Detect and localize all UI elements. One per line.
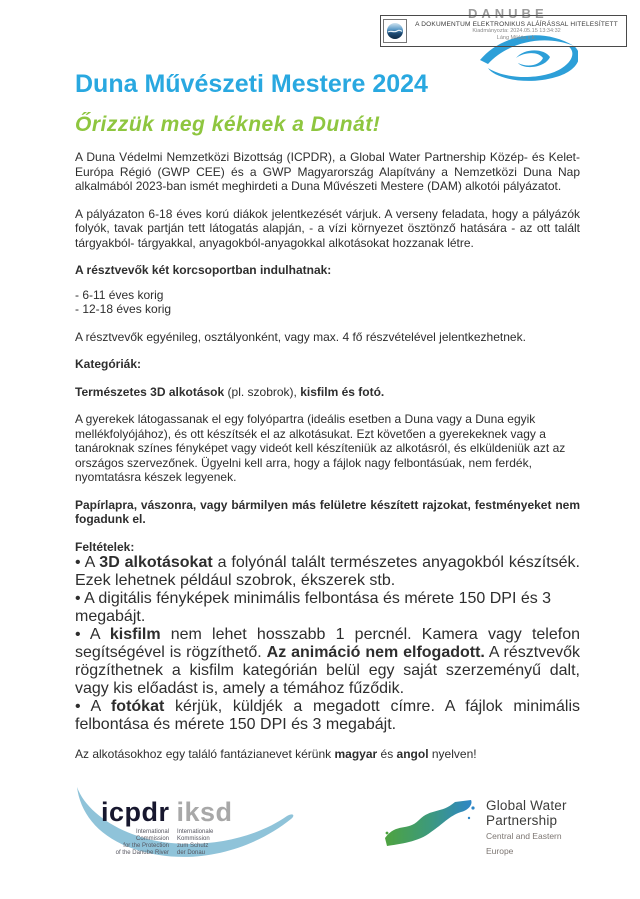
icpdr-wordmark	[101, 797, 233, 828]
closing-line	[75, 747, 580, 762]
closing-bold: angol	[396, 747, 429, 761]
tagline-line: zum Schutz	[177, 843, 209, 849]
footer	[0, 780, 640, 880]
age-groups-heading: A résztvevők két korcsoportban indulhatnak:	[75, 263, 332, 277]
condition-item-photo-res: • A digitális fényképek minimális felbontása és mérete 150 DPI és 3 megabájt.	[75, 590, 552, 625]
tagline-line: of the Danube River	[115, 850, 169, 856]
gwp-wordmark	[486, 798, 588, 859]
page-subtitle: Őrizzük meg kéknek a Dunát!	[75, 113, 381, 136]
bullet-text: • A	[75, 554, 100, 571]
categories-line	[75, 385, 580, 400]
condition-item-photos	[75, 698, 580, 734]
stamp-heading: A DOKUMENTUM ELEKTRONIKUS ALÁÍRÁSSAL HITELESÍTETT	[415, 20, 618, 28]
category-note: (pl. szobrok),	[224, 384, 301, 399]
icpdr-tagline-de	[177, 829, 213, 857]
tagline-line: International	[135, 829, 169, 835]
tagline-line: Internationale	[177, 829, 214, 835]
gwp-line1: Global Water	[486, 797, 567, 813]
bullet-text: A résztvevők rögzíthetnek a kisfilm kategórián belül egy saját szerzeményű dalt, vagy kis előadást is, amely a témához fűződik.	[75, 644, 581, 697]
conditions-heading: Feltételek:	[75, 539, 135, 554]
closing-text: és	[377, 747, 397, 761]
bullet-bold: Az animáció nem elfogadott.	[266, 644, 485, 661]
bullet-text: nem lehet hosszabb 1 percnél. Kamera vagy telefon segítségével is rögzíthető.	[75, 626, 580, 661]
bullet-text: kérjük, küldjék a megadott címre. A fájlok minimális felbontása és mérete 150 DPI és 3 megabájt.	[75, 698, 580, 733]
bullet-text: • A	[75, 626, 110, 643]
tagline-line: for the Protection	[123, 843, 169, 849]
gwp-line3: Central and Eastern Europe	[486, 830, 562, 856]
gwp-line2: Partnership	[486, 812, 558, 828]
tagline-line: der Donau	[177, 850, 206, 856]
intro-paragraph-1: A Duna Védelmi Nemzetközi Bizottság (ICPDR), a Global Water Partnership Közép- és Kelet-Európa Régió (GWP CEE) és a GWP Magyarország Alapítvány a Nemzetközi Duna Nap alkalmából 2023-ban ismét meghirdeti a Duna Művészeti Mestere (DAM) alkotói pályázatot.	[75, 150, 580, 193]
bullet-bold: fotókat	[110, 698, 165, 715]
page-title: Duna Művészeti Mestere 2024	[75, 70, 428, 98]
tagline-line: Commission	[135, 836, 169, 842]
gwp-logo	[383, 797, 588, 859]
icpdr-logo	[73, 785, 298, 867]
category-film-photo: kisfilm és fotó.	[300, 384, 385, 399]
bullet-text: • A	[75, 698, 111, 715]
participation-note: A résztvevők egyénileg, osztályonként, vagy max. 4 fő részvételével jelentkezhetnek.	[75, 329, 526, 344]
intro-paragraph-2: A pályázaton 6-18 éves korú diákok jelentkezését várjuk. A verseny feladata, hogy a pályázók folyók, tavak partján tett látogatás alapján, - a vízi környezet ösztönző hatására - az ott talált tárgyakból- tárgyakkal, anyagokból-anyagokkal alkotásokat hozzanak létre.	[75, 206, 580, 250]
bullet-text: a folyónál talált természetes anyagokból készítsék. Ezek lehetnek például szobrok, ékszerek stb.	[75, 554, 580, 589]
icpdr-taglines	[103, 829, 213, 857]
age-groups-list	[75, 288, 580, 317]
no-paper-paragraph: Papírlapra, vászonra, vagy bármilyen más felületre készített rajzokat, festményeket nem fogadunk el.	[75, 497, 580, 526]
condition-item-film	[75, 626, 580, 698]
tagline-line: Kommission	[177, 836, 210, 842]
age-group-item: - 6-11 éves korig	[75, 287, 164, 302]
closing-text: Az alkotásokhoz egy találó fantázianevet kérünk	[75, 747, 335, 761]
conditions-list	[75, 554, 580, 734]
category-3d: Természetes 3D alkotások	[75, 384, 225, 399]
stamp-date: Kiadmányozta: 2024.05.15 13:34:32	[472, 28, 561, 35]
stamp-signer: Láng Miklós s.k.	[496, 34, 537, 41]
electronic-signature-stamp	[380, 15, 627, 47]
gwp-brushstroke-icon	[383, 798, 478, 858]
danube-watermark-text: DANUBE	[468, 6, 548, 21]
seal-icon	[383, 19, 407, 43]
condition-item-3d	[75, 554, 580, 590]
closing-bold: magyar	[334, 747, 378, 761]
iksd-name: iksd	[176, 797, 233, 827]
categories-heading: Kategóriák:	[75, 357, 142, 371]
closing-text: nyelven!	[428, 747, 477, 761]
icpdr-name: icpdr	[101, 797, 170, 827]
age-group-item: - 12-18 éves korig	[75, 302, 172, 316]
bullet-bold: 3D alkotásokat	[99, 554, 213, 571]
icpdr-tagline-en	[103, 829, 169, 857]
bullet-bold: kisfilm	[109, 626, 161, 643]
visit-paragraph: A gyerekek látogassanak el egy folyópartra (ideális esetben a Duna vagy a Duna egyik mellékfolyójához), és ott készítsék el az alkotásukat. Ezt követően a gyerekeknek vagy a tanároknak színes fényképet vagy videót kell készíteniük az alkotásról, és elküldeniük azt az országos szervezőnek. Ügyelni kell arra, hogy a fájlok nagy felbontásúak, nem ferdék, nyomtatásra készek legyenek.	[75, 412, 566, 484]
